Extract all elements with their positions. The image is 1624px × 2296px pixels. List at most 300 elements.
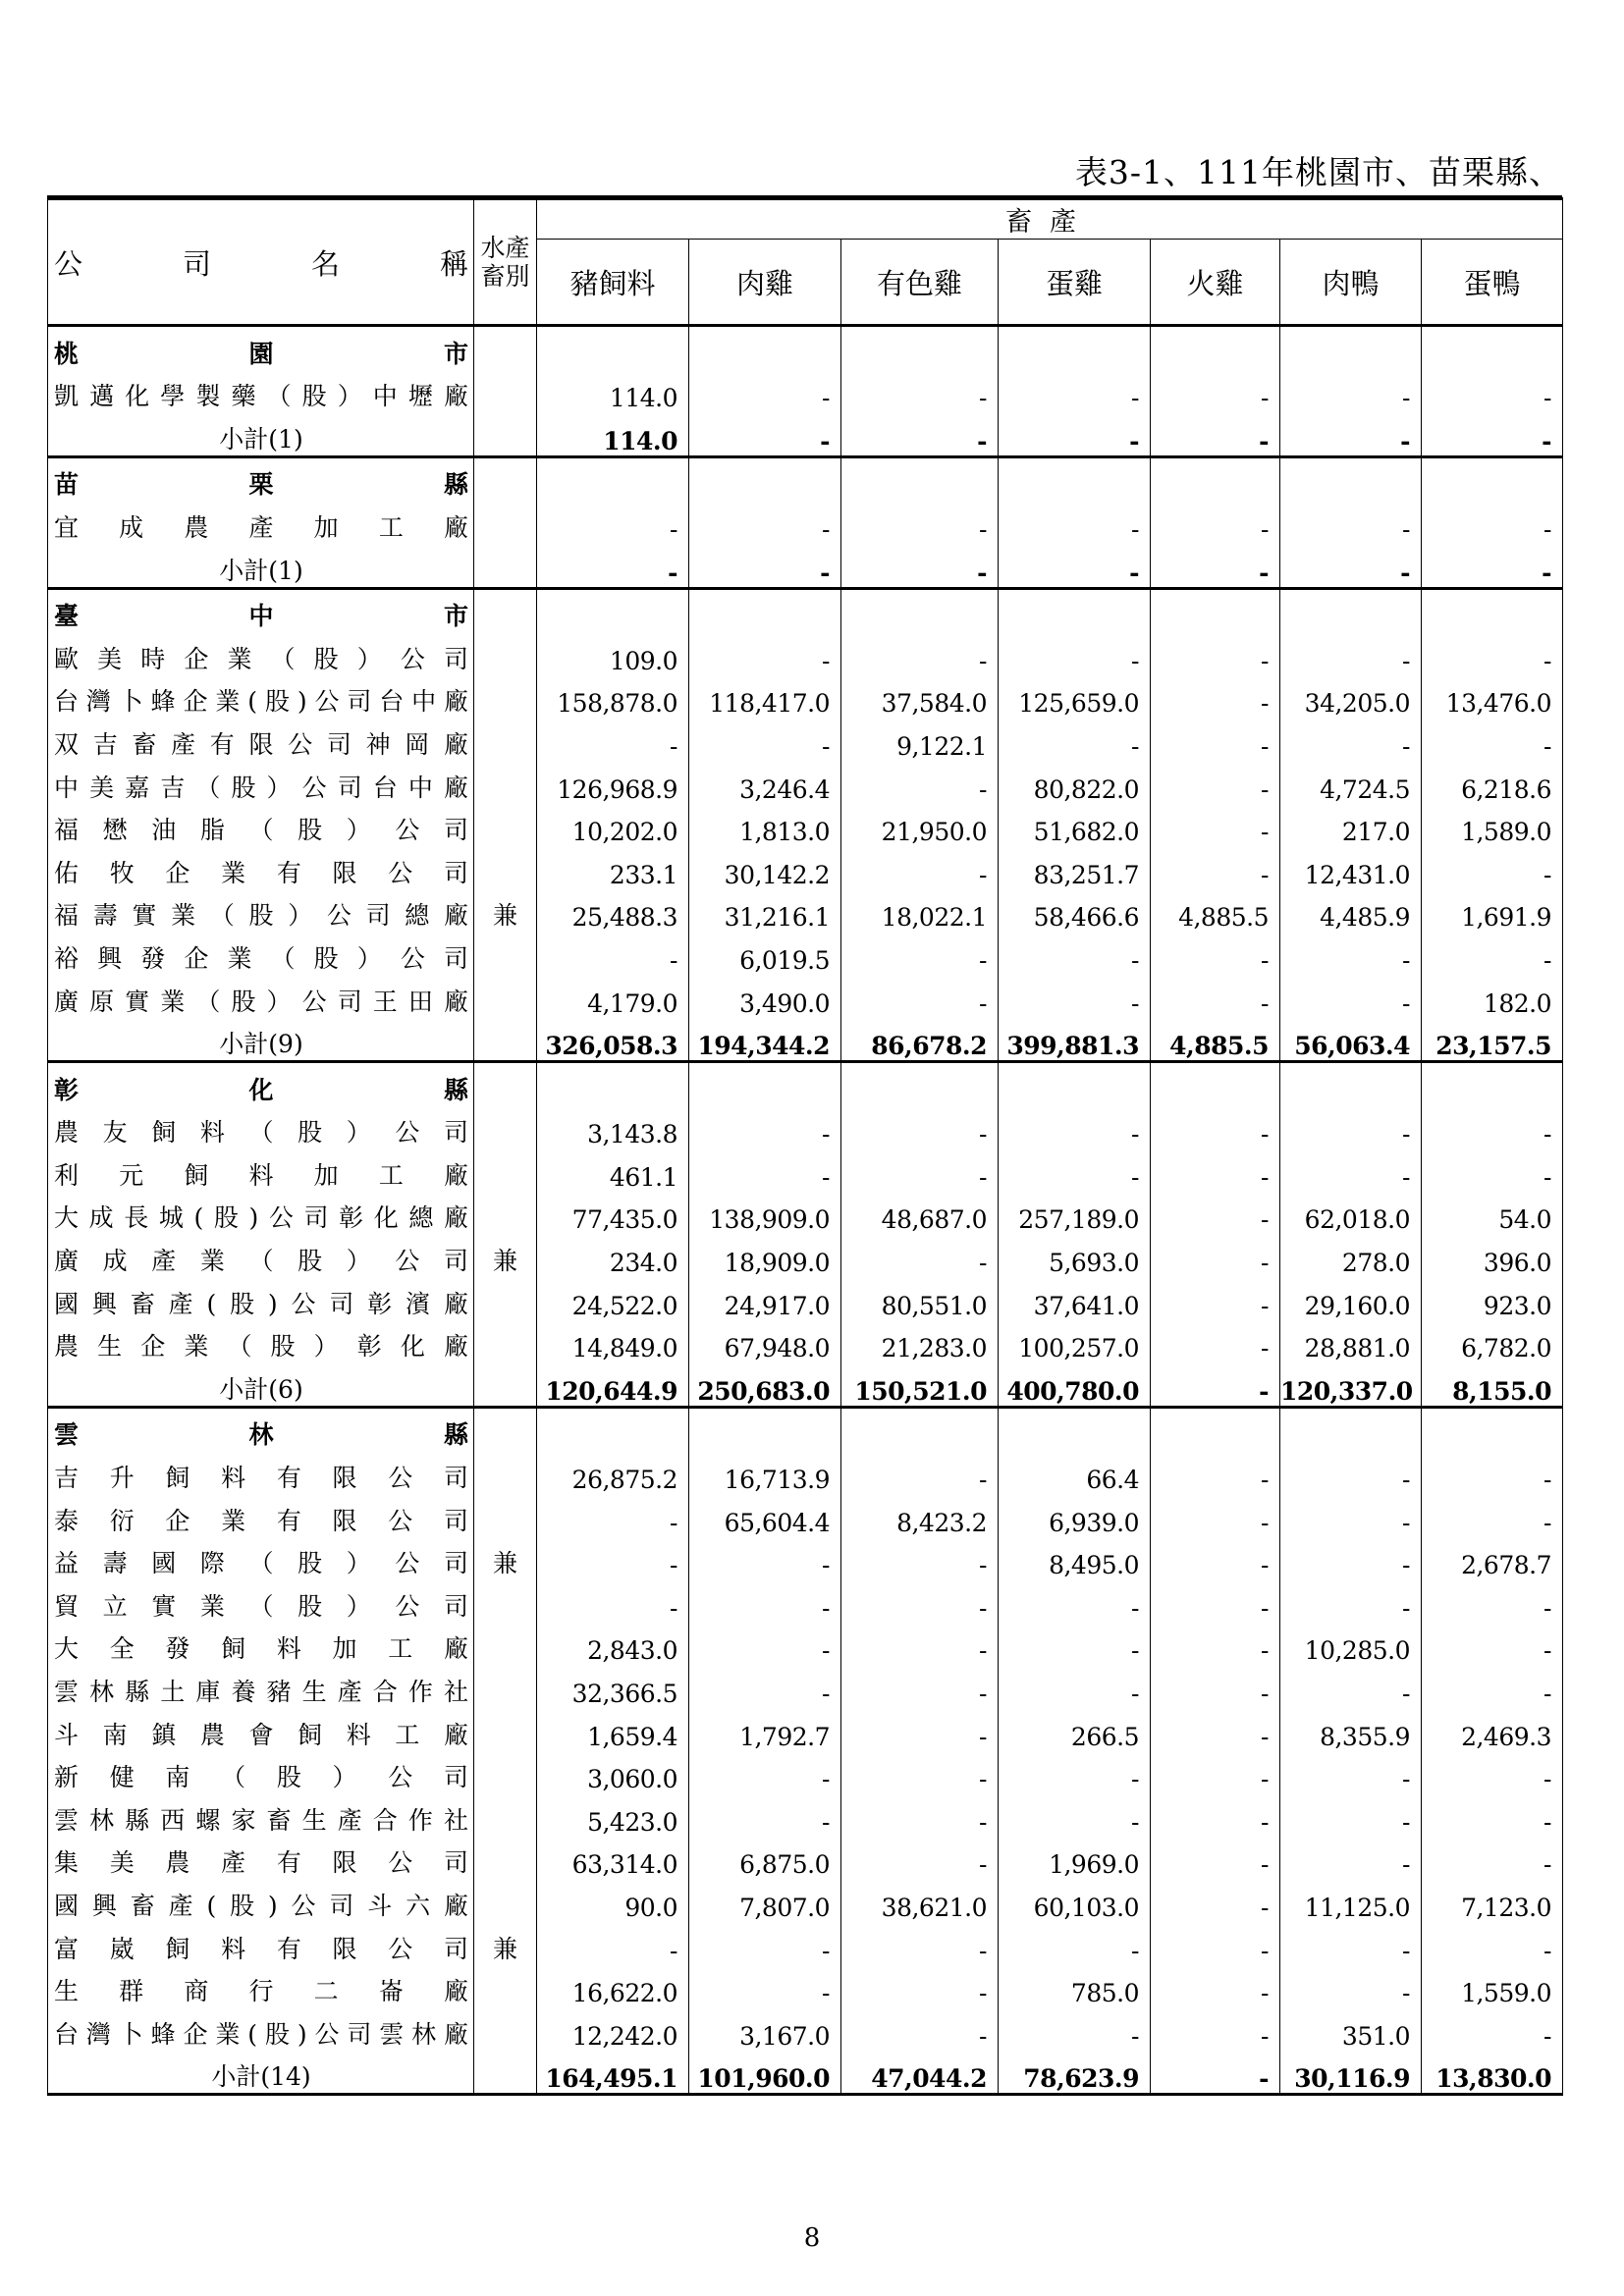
water-livestock-mark [474, 1148, 537, 1192]
value-cell: - [1280, 1751, 1422, 1794]
value-cell: - [689, 1922, 841, 1965]
column-header: 火雞 [1151, 240, 1280, 326]
water-livestock-mark: 兼 [474, 1922, 537, 1965]
value-cell: 6,218.6 [1422, 761, 1563, 804]
company-name: 國興畜產(股)公司斗六廠 [48, 1879, 474, 1922]
value-cell: - [689, 1665, 841, 1708]
value-cell: 1,559.0 [1422, 1965, 1563, 2008]
value-cell: - [1151, 1837, 1280, 1880]
water-livestock-mark [474, 1879, 537, 1922]
table-row [48, 1320, 1563, 1363]
value-cell: - [999, 718, 1151, 761]
subtotal-value: - [689, 544, 841, 588]
value-cell: - [1422, 501, 1563, 544]
value-cell: - [1151, 1192, 1280, 1235]
value-cell: - [1280, 632, 1422, 675]
company-name: 佑牧企業有限公司 [48, 846, 474, 889]
value-cell: 4,485.9 [1280, 889, 1422, 933]
value-cell [537, 588, 689, 632]
value-cell: 65,604.4 [689, 1494, 841, 1537]
water-livestock-mark [474, 1494, 537, 1537]
value-cell: 11,125.0 [1280, 1879, 1422, 1922]
value-cell: 4,724.5 [1280, 761, 1422, 804]
value-cell: - [689, 632, 841, 675]
subtotal-value: 120,337.0 [1280, 1362, 1422, 1407]
value-cell: - [841, 975, 999, 1018]
value-cell: 25,488.3 [537, 889, 689, 933]
value-cell: - [1422, 1494, 1563, 1537]
company-name: 國興畜產(股)公司彰濱廠 [48, 1277, 474, 1320]
subtotal-value: - [1280, 544, 1422, 588]
value-cell: - [1151, 1922, 1280, 1965]
value-cell: 66.4 [999, 1451, 1151, 1494]
value-cell: - [999, 501, 1151, 544]
value-cell: 10,285.0 [1280, 1623, 1422, 1666]
value-cell: - [689, 1148, 841, 1192]
value-cell: - [537, 718, 689, 761]
water-livestock-mark [474, 1837, 537, 1880]
value-cell: - [841, 1451, 999, 1494]
value-cell [1280, 456, 1422, 501]
water-livestock-mark: 兼 [474, 1234, 537, 1277]
value-cell [1280, 326, 1422, 370]
company-name: 利元飼料加工廠 [48, 1148, 474, 1192]
value-cell [689, 1407, 841, 1451]
value-cell: 30,142.2 [689, 846, 841, 889]
water-livestock-mark [474, 501, 537, 544]
value-cell: - [841, 1708, 999, 1751]
value-cell: - [841, 1922, 999, 1965]
value-cell: 109.0 [537, 632, 689, 675]
column-header: 有色雞 [841, 240, 999, 326]
value-cell [1151, 1062, 1280, 1106]
value-cell: 2,843.0 [537, 1623, 689, 1666]
value-cell [999, 1062, 1151, 1106]
subtotal-value: 399,881.3 [999, 1018, 1151, 1062]
value-cell [999, 1407, 1151, 1451]
region-row [48, 326, 1563, 370]
value-cell: - [537, 1579, 689, 1623]
value-cell: - [1151, 1708, 1280, 1751]
value-cell: 63,314.0 [537, 1837, 689, 1880]
value-cell: - [1151, 632, 1280, 675]
table-row [48, 1922, 1563, 1965]
company-name: 中美嘉吉（股）公司台中廠 [48, 761, 474, 804]
value-cell: 3,143.8 [537, 1106, 689, 1149]
value-cell: - [841, 501, 999, 544]
value-cell: 21,950.0 [841, 804, 999, 847]
value-cell: - [1422, 1751, 1563, 1794]
water-livestock-mark [474, 761, 537, 804]
value-cell: - [1151, 1106, 1280, 1149]
value-cell: 54.0 [1422, 1192, 1563, 1235]
value-cell: - [841, 1751, 999, 1794]
value-cell: - [1151, 846, 1280, 889]
subtotal-value: 114.0 [537, 412, 689, 456]
value-cell: - [1151, 675, 1280, 719]
water-livestock-mark [474, 370, 537, 413]
water-livestock-mark [474, 932, 537, 975]
value-cell: 1,792.7 [689, 1708, 841, 1751]
value-cell: - [1151, 804, 1280, 847]
water-cell [474, 1062, 537, 1106]
value-cell: - [1422, 1451, 1563, 1494]
value-cell: 234.0 [537, 1234, 689, 1277]
water-livestock-mark [474, 675, 537, 719]
subtotal-value: 400,780.0 [999, 1362, 1151, 1407]
value-cell [999, 326, 1151, 370]
value-cell: - [1151, 1793, 1280, 1837]
value-cell [1280, 1407, 1422, 1451]
value-cell: 80,551.0 [841, 1277, 999, 1320]
water-livestock-mark [474, 2007, 537, 2051]
subtotal-label: 小計(1) [48, 544, 474, 588]
value-cell: - [1280, 1665, 1422, 1708]
value-cell: 13,476.0 [1422, 675, 1563, 719]
value-cell: - [1280, 1579, 1422, 1623]
value-cell: - [1280, 1837, 1422, 1880]
value-cell: - [1151, 1879, 1280, 1922]
value-cell: 396.0 [1422, 1234, 1563, 1277]
table-row [48, 1965, 1563, 2008]
value-cell: - [841, 1965, 999, 2008]
value-cell: - [1422, 370, 1563, 413]
value-cell: - [689, 1751, 841, 1794]
water-livestock-mark [474, 804, 537, 847]
value-cell: 125,659.0 [999, 675, 1151, 719]
water-livestock-mark [474, 1192, 537, 1235]
company-name: 福懋油脂（股）公司 [48, 804, 474, 847]
water-cell [474, 1407, 537, 1451]
value-cell: 10,202.0 [537, 804, 689, 847]
subtotal-row [48, 412, 1563, 456]
value-cell [1422, 326, 1563, 370]
value-cell [1422, 588, 1563, 632]
value-cell: 257,189.0 [999, 1192, 1151, 1235]
subtotal-value: - [841, 412, 999, 456]
value-cell: 24,522.0 [537, 1277, 689, 1320]
value-cell: - [1280, 975, 1422, 1018]
value-cell [1422, 456, 1563, 501]
subtotal-value: 23,157.5 [1422, 1018, 1563, 1062]
value-cell: - [999, 1106, 1151, 1149]
table-row [48, 1751, 1563, 1794]
table-row [48, 632, 1563, 675]
value-cell: - [999, 1148, 1151, 1192]
value-cell: - [999, 632, 1151, 675]
value-cell: - [689, 1965, 841, 2008]
water-livestock-mark [474, 632, 537, 675]
value-cell: 461.1 [537, 1148, 689, 1192]
value-cell: - [1151, 932, 1280, 975]
table-row [48, 675, 1563, 719]
column-header: 豬飼料 [537, 240, 689, 326]
region-row [48, 1062, 1563, 1106]
value-cell [841, 588, 999, 632]
value-cell: 12,431.0 [1280, 846, 1422, 889]
value-cell: - [1151, 1234, 1280, 1277]
table-row [48, 718, 1563, 761]
value-cell: - [689, 718, 841, 761]
subtotal-value: - [1151, 1362, 1280, 1407]
value-cell: 31,216.1 [689, 889, 841, 933]
value-cell: - [689, 1106, 841, 1149]
value-cell [689, 326, 841, 370]
subtotal-value: 326,058.3 [537, 1018, 689, 1062]
company-name: 富崴飼料有限公司 [48, 1922, 474, 1965]
company-name: 農生企業（股）彰化廠 [48, 1320, 474, 1363]
value-cell: - [1280, 1965, 1422, 2008]
value-cell: 217.0 [1280, 804, 1422, 847]
value-cell: 138,909.0 [689, 1192, 841, 1235]
water-livestock-mark [474, 1623, 537, 1666]
subtotal-row [48, 1018, 1563, 1062]
value-cell: - [1422, 1793, 1563, 1837]
value-cell: - [689, 1793, 841, 1837]
value-cell: 118,417.0 [689, 675, 841, 719]
water-livestock-header: 水產畜別 [474, 199, 537, 326]
water-cell [474, 412, 537, 456]
value-cell: - [537, 932, 689, 975]
subtotal-value: 56,063.4 [1280, 1018, 1422, 1062]
water-livestock-mark: 兼 [474, 1537, 537, 1580]
value-cell: 34,205.0 [1280, 675, 1422, 719]
value-cell: - [1151, 1623, 1280, 1666]
company-name: 雲林縣土庫養豬生產合作社 [48, 1665, 474, 1708]
table-row [48, 1537, 1563, 1580]
value-cell: - [1280, 1451, 1422, 1494]
value-cell: 1,691.9 [1422, 889, 1563, 933]
value-cell: 1,813.0 [689, 804, 841, 847]
value-cell: 7,123.0 [1422, 1879, 1563, 1922]
value-cell: - [999, 975, 1151, 1018]
value-cell [537, 326, 689, 370]
column-header: 肉鴨 [1280, 240, 1422, 326]
water-livestock-mark [474, 1106, 537, 1149]
feed-production-table [47, 197, 1563, 2096]
subtotal-value: 30,116.9 [1280, 2051, 1422, 2095]
value-cell: 6,782.0 [1422, 1320, 1563, 1363]
value-cell: - [1151, 2007, 1280, 2051]
value-cell: - [999, 1922, 1151, 1965]
subtotal-value: - [1422, 412, 1563, 456]
company-name: 廣原實業（股）公司王田廠 [48, 975, 474, 1018]
value-cell: 28,881.0 [1280, 1320, 1422, 1363]
subtotal-label: 小計(9) [48, 1018, 474, 1062]
company-name: 雲林縣西螺家畜生產合作社 [48, 1793, 474, 1837]
region-name: 苗栗縣 [48, 456, 474, 501]
value-cell: 1,589.0 [1422, 804, 1563, 847]
value-cell: 114.0 [537, 370, 689, 413]
value-cell [689, 588, 841, 632]
value-cell: 18,022.1 [841, 889, 999, 933]
value-cell: - [689, 1537, 841, 1580]
value-cell: - [841, 761, 999, 804]
table-row [48, 1579, 1563, 1623]
value-cell: 29,160.0 [1280, 1277, 1422, 1320]
water-livestock-mark [474, 1451, 537, 1494]
subtotal-value: 101,960.0 [689, 2051, 841, 2095]
table-row [48, 1665, 1563, 1708]
table-row [48, 761, 1563, 804]
value-cell: - [841, 1579, 999, 1623]
value-cell: 83,251.7 [999, 846, 1151, 889]
value-cell: - [841, 1837, 999, 1880]
column-header: 蛋雞 [999, 240, 1151, 326]
value-cell: - [841, 932, 999, 975]
value-cell: 4,885.5 [1151, 889, 1280, 933]
subtotal-label: 小計(14) [48, 2051, 474, 2095]
value-cell: 1,969.0 [999, 1837, 1151, 1880]
value-cell: - [1422, 1922, 1563, 1965]
subtotal-value: 47,044.2 [841, 2051, 999, 2095]
value-cell: - [841, 632, 999, 675]
value-cell: 90.0 [537, 1879, 689, 1922]
value-cell: - [1151, 1537, 1280, 1580]
subtotal-value: - [537, 544, 689, 588]
value-cell: - [1280, 501, 1422, 544]
company-name: 凱邁化學製藥（股）中壢廠 [48, 370, 474, 413]
value-cell: - [1280, 1148, 1422, 1192]
region-row [48, 1407, 1563, 1451]
value-cell: 100,257.0 [999, 1320, 1151, 1363]
value-cell: - [1280, 1494, 1422, 1537]
value-cell: 9,122.1 [841, 718, 999, 761]
subtotal-value: 120,644.9 [537, 1362, 689, 1407]
value-cell: 4,179.0 [537, 975, 689, 1018]
company-name: 泰衍企業有限公司 [48, 1494, 474, 1537]
value-cell: - [1280, 1793, 1422, 1837]
water-livestock-mark [474, 1665, 537, 1708]
value-cell: 233.1 [537, 846, 689, 889]
region-name: 雲林縣 [48, 1407, 474, 1451]
water-cell [474, 588, 537, 632]
value-cell: - [1151, 1579, 1280, 1623]
water-livestock-mark [474, 975, 537, 1018]
water-cell [474, 544, 537, 588]
company-name: 双吉畜產有限公司神岡廠 [48, 718, 474, 761]
value-cell: - [999, 1579, 1151, 1623]
value-cell: 37,584.0 [841, 675, 999, 719]
table-row [48, 1793, 1563, 1837]
value-cell: 5,423.0 [537, 1793, 689, 1837]
value-cell: - [1422, 632, 1563, 675]
subtotal-label: 小計(1) [48, 412, 474, 456]
value-cell: 24,917.0 [689, 1277, 841, 1320]
table-row [48, 1451, 1563, 1494]
value-cell: - [537, 1922, 689, 1965]
value-cell [1280, 1062, 1422, 1106]
subtotal-value: - [1151, 544, 1280, 588]
region-row [48, 588, 1563, 632]
value-cell: - [841, 846, 999, 889]
value-cell: - [841, 1537, 999, 1580]
table-row [48, 846, 1563, 889]
value-cell: 266.5 [999, 1708, 1151, 1751]
water-livestock-mark [474, 1277, 537, 1320]
value-cell: - [841, 1106, 999, 1149]
table-row [48, 889, 1563, 933]
value-cell: - [1151, 1965, 1280, 2008]
value-cell: - [999, 370, 1151, 413]
value-cell: 38,621.0 [841, 1879, 999, 1922]
value-cell: - [1151, 1277, 1280, 1320]
subtotal-value: 150,521.0 [841, 1362, 999, 1407]
table-row [48, 1192, 1563, 1235]
table-row [48, 2007, 1563, 2051]
column-header: 蛋鴨 [1422, 240, 1563, 326]
table-row [48, 1837, 1563, 1880]
table-row [48, 1879, 1563, 1922]
value-cell: 182.0 [1422, 975, 1563, 1018]
subtotal-value: - [999, 412, 1151, 456]
subtotal-value: 194,344.2 [689, 1018, 841, 1062]
value-cell: - [1422, 718, 1563, 761]
water-cell [474, 1362, 537, 1407]
value-cell: 58,466.6 [999, 889, 1151, 933]
subtotal-value: 86,678.2 [841, 1018, 999, 1062]
value-cell: - [537, 501, 689, 544]
value-cell: - [1151, 1494, 1280, 1537]
value-cell: - [1422, 846, 1563, 889]
water-livestock-mark: 兼 [474, 889, 537, 933]
value-cell: - [841, 1623, 999, 1666]
value-cell [1422, 1407, 1563, 1451]
subtotal-value: 250,683.0 [689, 1362, 841, 1407]
water-livestock-mark [474, 846, 537, 889]
value-cell: - [1151, 501, 1280, 544]
value-cell: - [1151, 975, 1280, 1018]
value-cell: 60,103.0 [999, 1879, 1151, 1922]
company-name: 益壽國際（股）公司 [48, 1537, 474, 1580]
value-cell: - [1422, 2007, 1563, 2051]
company-name: 台灣卜蜂企業(股)公司雲林廠 [48, 2007, 474, 2051]
value-cell [1151, 1407, 1280, 1451]
table-row [48, 804, 1563, 847]
value-cell [999, 456, 1151, 501]
water-livestock-mark [474, 1579, 537, 1623]
value-cell: 6,019.5 [689, 932, 841, 975]
value-cell: 12,242.0 [537, 2007, 689, 2051]
value-cell: - [841, 1234, 999, 1277]
value-cell: - [1151, 1148, 1280, 1192]
table-row [48, 1494, 1563, 1537]
subtotal-value: - [1280, 412, 1422, 456]
value-cell: - [841, 1148, 999, 1192]
table-row [48, 370, 1563, 413]
value-cell: - [537, 1494, 689, 1537]
value-cell: 32,366.5 [537, 1665, 689, 1708]
region-name: 彰化縣 [48, 1062, 474, 1106]
company-name: 貿立實業（股）公司 [48, 1579, 474, 1623]
table-row [48, 1623, 1563, 1666]
table-row [48, 1106, 1563, 1149]
water-cell [474, 2051, 537, 2095]
value-cell [537, 456, 689, 501]
company-name: 廣成產業（股）公司 [48, 1234, 474, 1277]
value-cell: 3,167.0 [689, 2007, 841, 2051]
value-cell: - [689, 1623, 841, 1666]
value-cell: 7,807.0 [689, 1879, 841, 1922]
value-cell: - [1422, 1837, 1563, 1880]
table-title: 表3-1、111年桃園市、苗栗縣、 [1074, 153, 1562, 191]
water-cell [474, 1018, 537, 1062]
subtotal-value: - [1151, 412, 1280, 456]
subtotal-label: 小計(6) [48, 1362, 474, 1407]
value-cell: 351.0 [1280, 2007, 1422, 2051]
value-cell: - [1422, 1623, 1563, 1666]
value-cell: - [1280, 370, 1422, 413]
